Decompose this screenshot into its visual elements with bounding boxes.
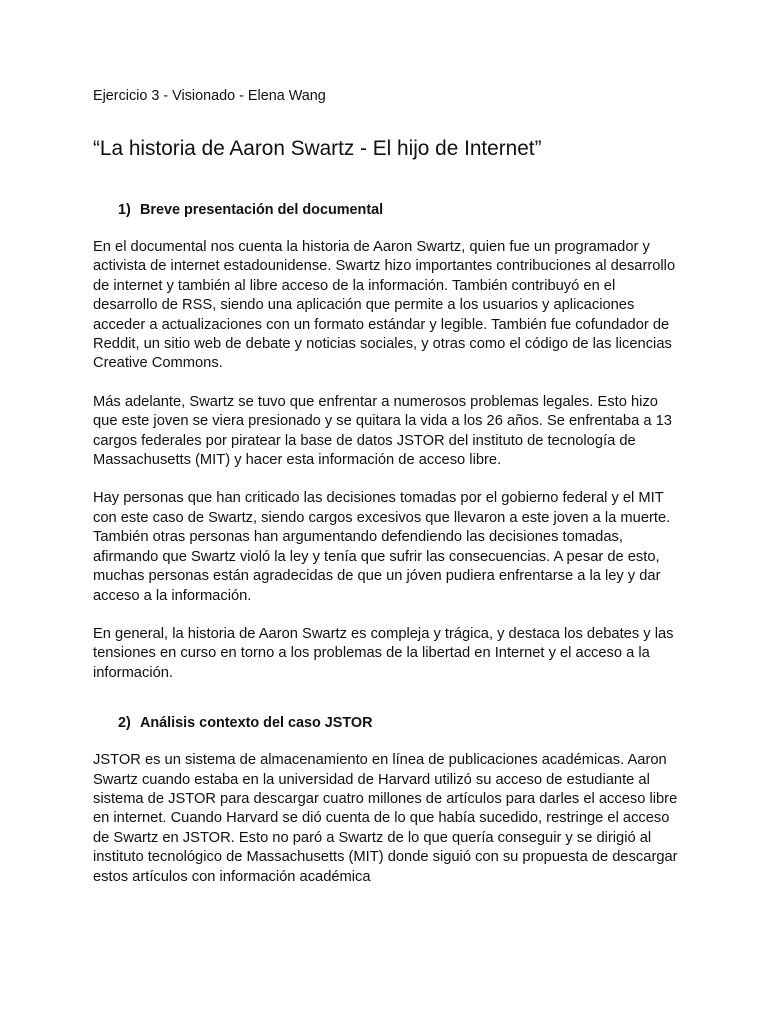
section-number: 2): [118, 715, 131, 732]
paragraph: Más adelante, Swartz se tuvo que enfrentar a numerosos problemas legales. Esto hizo que este joven se viera presionado y se quitara la vida a los 26 años. Se enfrentaba a 13 cargos federales por piratear la base de datos JSTOR del instituto de tecnología de Massachusetts (MIT) y hacer esta información de acceso libre.: [93, 393, 672, 469]
paragraph: JSTOR es un sistema de almacenamiento en línea de publicaciones académicas. Aaron Swartz cuando estaba en la universidad de Harvard utilizó su acceso de estudiante al sistema de JSTOR para descargar cuatro millones de artículos para darles el acceso libre en internet. Cuando Harvard se dió cuenta de lo que había sucedido, restringe el acceso de Swartz en JSTOR. Esto no paró a Swartz de lo que quería conseguir y se dirigió al instituto tecnológico de Massachusetts (MIT) donde siguió con su propuesta de descargar estos artículos con información académica: [93, 752, 678, 885]
section-number: 1): [118, 202, 131, 218]
section-heading-presentacion: [118, 200, 683, 220]
document-title: “La historia de Aaron Swartz - El hijo de Internet”: [93, 137, 542, 160]
section-heading-jstor: [118, 713, 683, 733]
document-header: Ejercicio 3 - Visionado - Elena Wang: [93, 88, 326, 104]
paragraph: En el documental nos cuenta la historia de Aaron Swartz, quien fue un programador y activista de internet estadounidense. Swartz hizo importantes contribuciones al desarrollo de internet y también al libre acceso de la información. También contribuyó en el desarrollo de RSS, siendo una aplicación que permite a los usuarios y aplicaciones acceder a actualizaciones con un formato estándar y legible. También fue cofundador de Reddit, un sitio web de debate y noticias sociales, y otras como el código de las licencias Creative Commons.: [93, 239, 676, 372]
document-content: [93, 86, 683, 887]
section-heading-text: Análisis contexto del caso JSTOR: [140, 715, 373, 732]
section-heading-text: Breve presentación del documental: [140, 202, 384, 218]
paragraph: Hay personas que han criticado las decisiones tomadas por el gobierno federal y el MIT con este caso de Swartz, siendo cargos excesivos que llevaron a este joven a la muerte. También otras personas han argumentando defendiendo las decisiones tomadas, afirmando que Swartz violó la ley y tenía que sufrir las consecuencias. A pesar de esto, muchas personas están agradecidas de que un jóven pudiera enfrentarse a la ley y dar acceso a la información.: [93, 490, 671, 604]
paragraph: En general, la historia de Aaron Swartz es compleja y trágica, y destaca los debates y las tensiones en curso en torno a los problemas de la libertad en Internet y el acceso a la información.: [93, 625, 674, 681]
